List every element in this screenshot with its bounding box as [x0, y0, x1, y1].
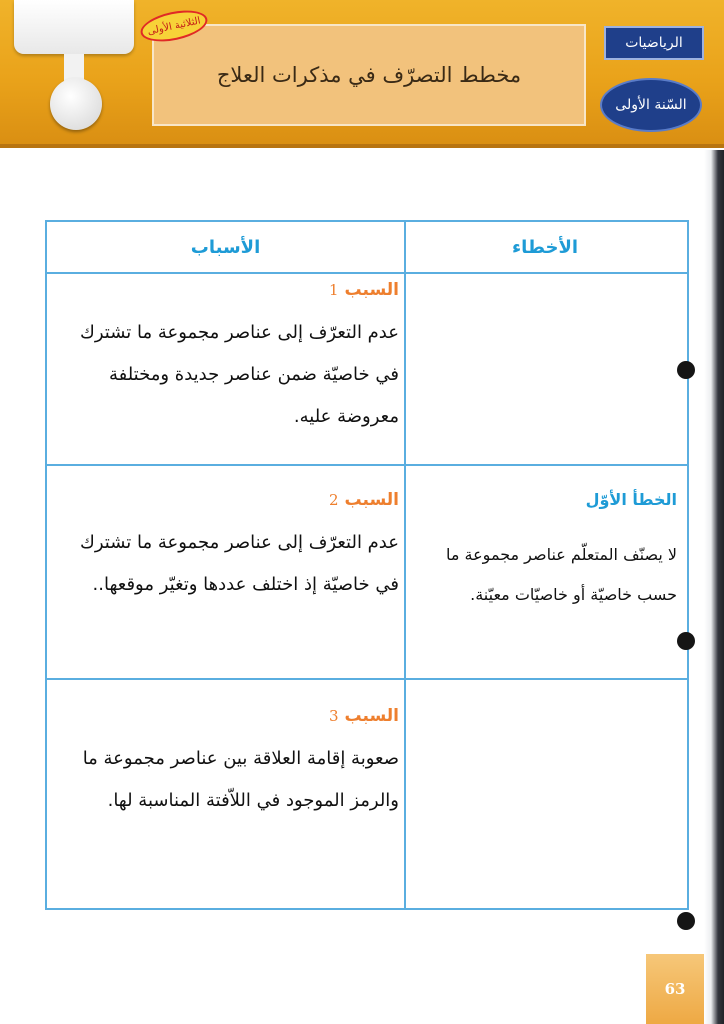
error-cell-1	[403, 490, 687, 615]
cause-text: عدم التعرّف إلى عناصر مجموعة ما تشترك في خاصيّة ضمن عناصر جديدة ومختلفة معروضة عليه.	[80, 322, 399, 427]
cause-number: 1	[329, 281, 339, 299]
page-title: مخطط التصرّف في مذكرات العلاج	[216, 63, 522, 87]
row-divider	[47, 678, 687, 680]
column-header-errors: الأخطاء	[511, 236, 579, 258]
cause-heading	[55, 490, 399, 510]
cause-cell-3	[47, 706, 404, 822]
error-text: لا يصنّف المتعلّم عناصر مجموعة ما حسب خاصيّة أو خاصيّات معيّنة.	[446, 545, 677, 604]
header-divider	[47, 272, 687, 274]
remediation-table	[45, 220, 689, 910]
cause-label: السبب	[344, 706, 399, 726]
page-tab-decoration	[14, 0, 134, 54]
cause-text: عدم التعرّف إلى عناصر مجموعة ما تشترك في خاصيّة إذ اختلف عددها وتغيّر موقعها..	[80, 532, 399, 595]
cause-heading	[55, 280, 399, 300]
subject-label: الرياضيات	[604, 26, 704, 60]
page-number: 63	[646, 954, 704, 1024]
trimester-badge: الثلاثية الأولى	[138, 5, 210, 47]
cause-label: السبب	[344, 280, 399, 300]
cause-number: 3	[329, 707, 339, 725]
tab-circle-decoration	[50, 78, 102, 130]
cause-cell-2	[47, 490, 404, 606]
row-divider	[47, 464, 687, 466]
error-heading: الخطأ الأوّل	[585, 490, 677, 509]
cause-cell-1	[47, 280, 404, 438]
cause-number: 2	[329, 491, 339, 509]
binder-hole	[677, 361, 695, 379]
title-banner	[152, 24, 586, 126]
cause-heading	[55, 706, 399, 726]
cause-label: السبب	[344, 490, 399, 510]
binder-hole	[677, 912, 695, 930]
binder-hole	[677, 632, 695, 650]
column-header-causes: الأسباب	[190, 236, 261, 258]
cause-text: صعوبة إقامة العلاقة بين عناصر مجموعة ما والرمز الموجود في اللاّفتة المناسبة لها.	[82, 748, 399, 811]
page-edge-shadow	[704, 150, 724, 1024]
year-label: السّنة الأولى	[600, 78, 702, 132]
